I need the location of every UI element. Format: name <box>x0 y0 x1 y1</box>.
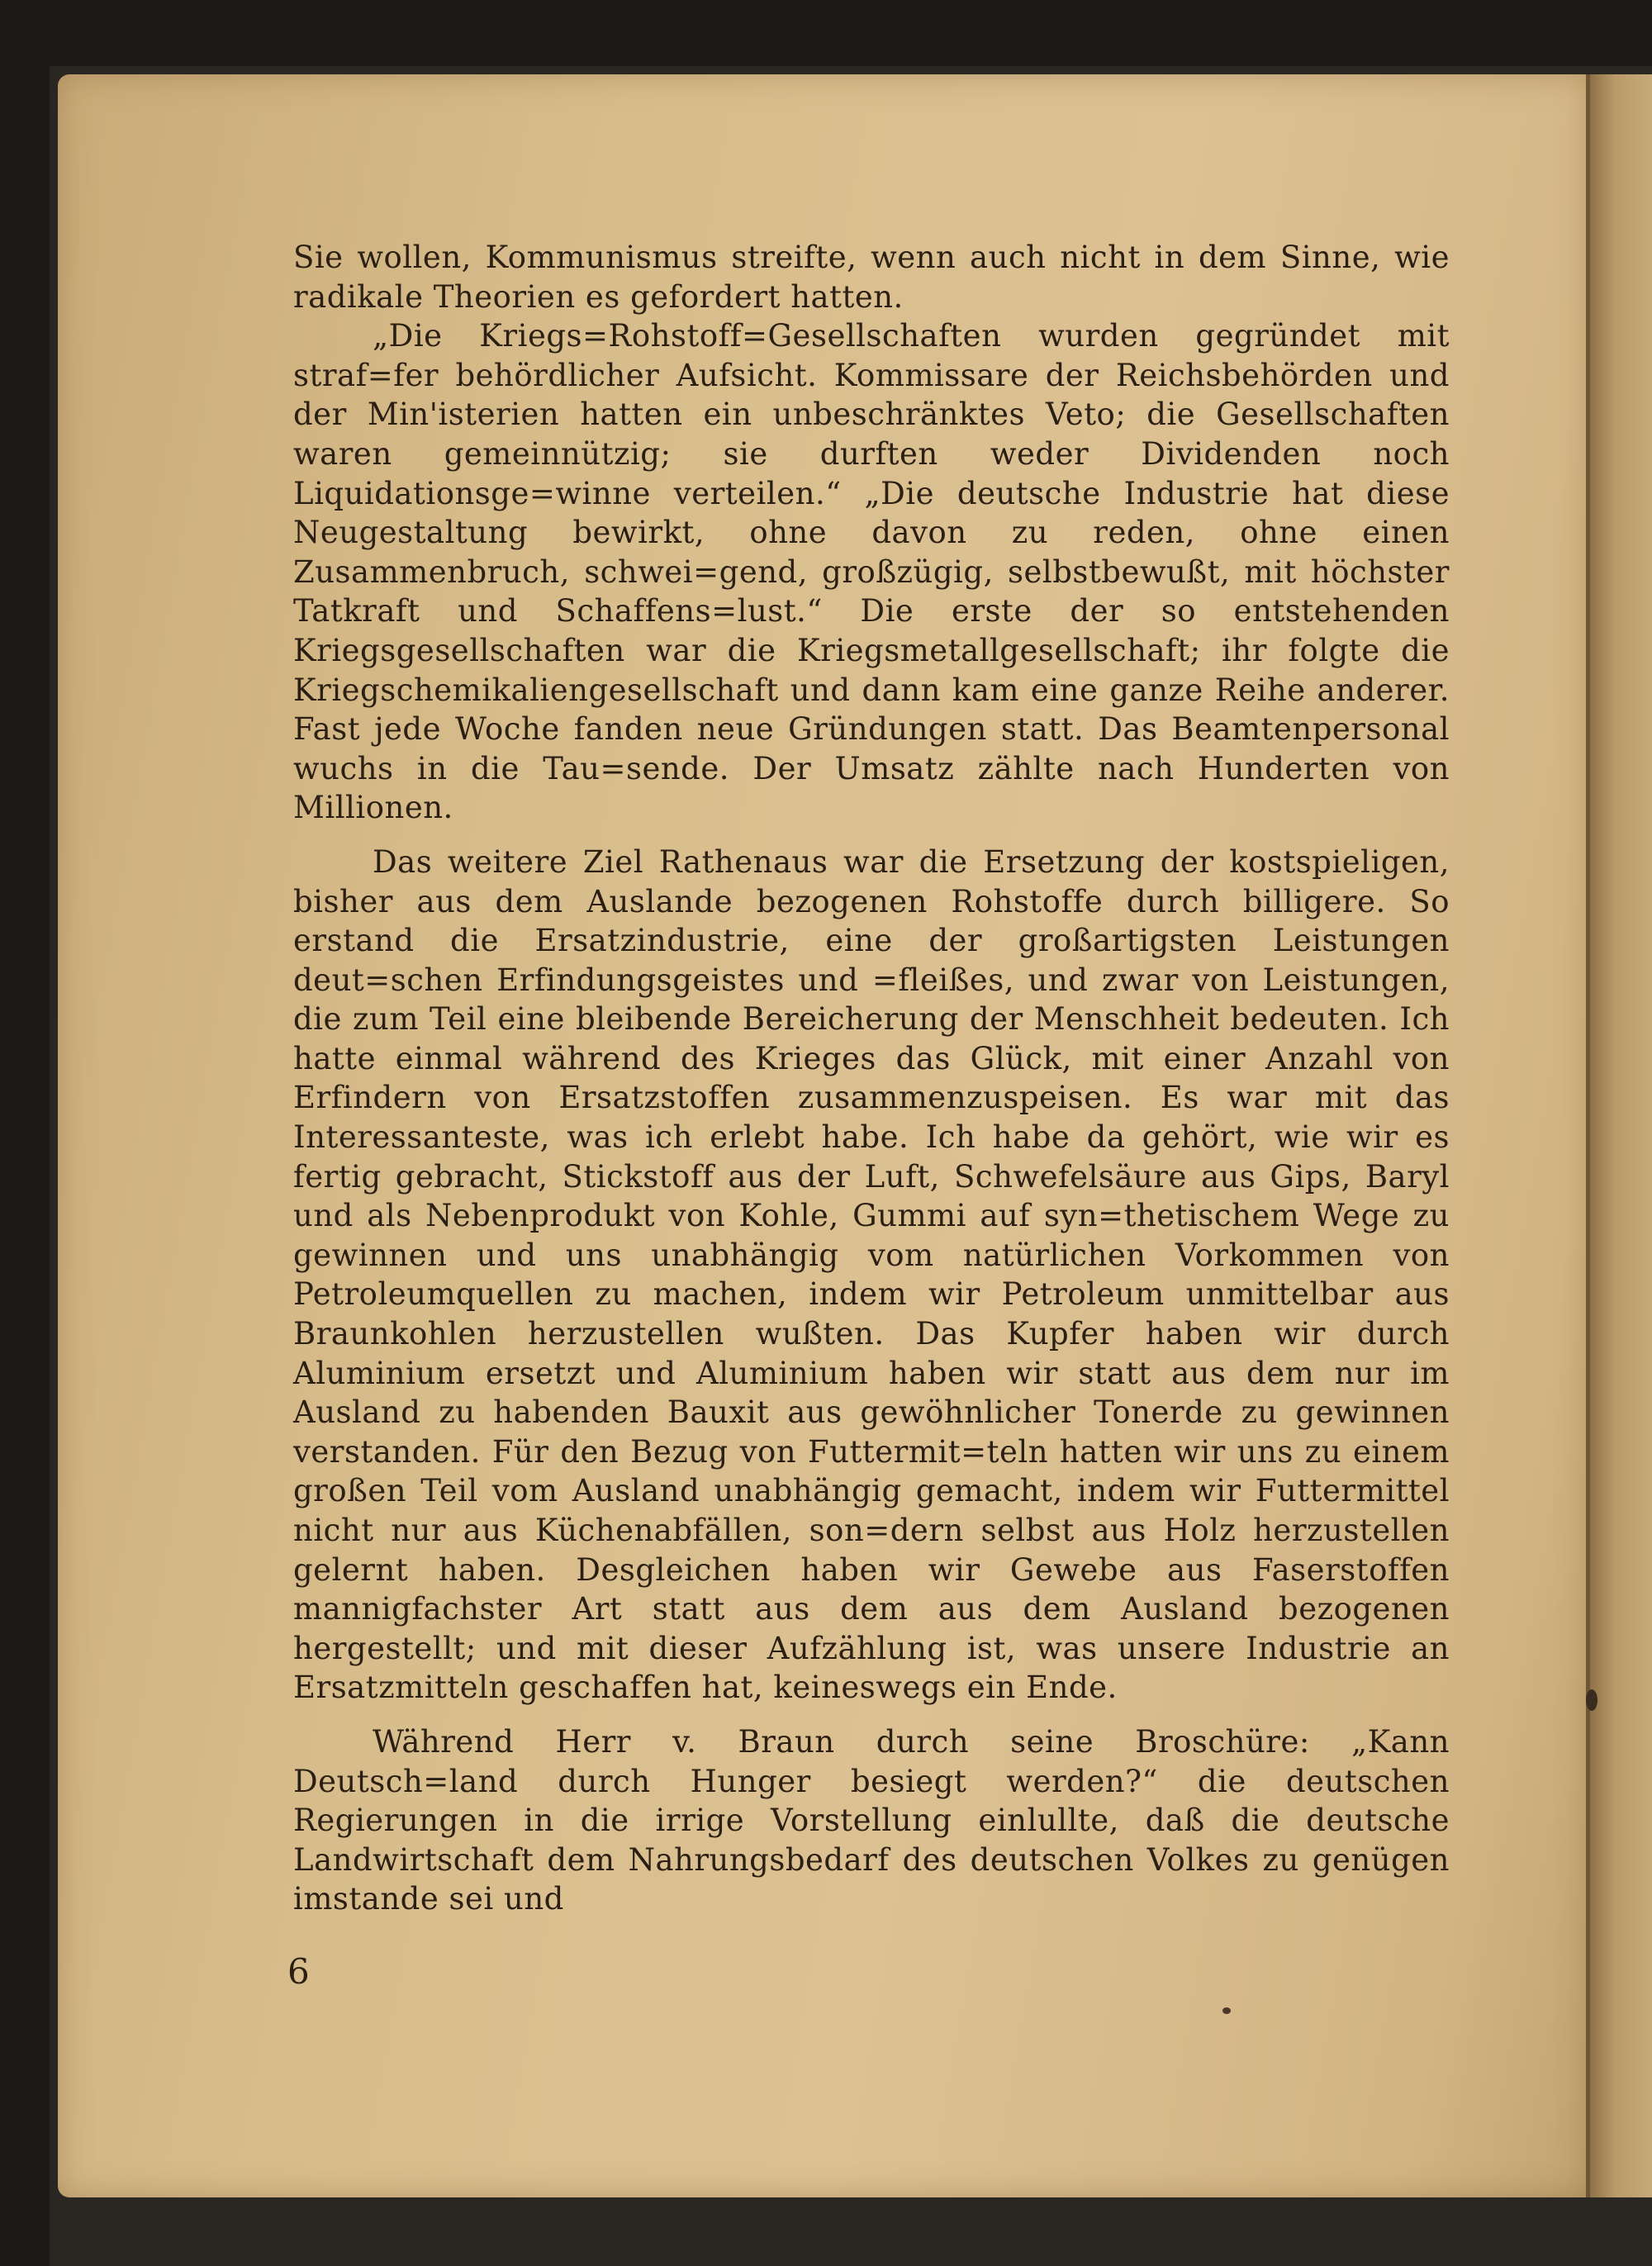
paragraph-2: „Die Kriegs=Rohstoff=Gesellschaften wurden gegründet mit straf=fer behördlicher Aufsicht. Kommissare der Reichsbehörden und der Min'isterien hatten ein unbeschränktes Veto; die Gesellschaften waren gemeinnützig; sie durften weder Dividenden noch Liquidationsge=winne verteilen.“ „Die deutsche Industrie hat diese Neugestaltung bewirkt, ohne davon zu reden, ohne einen Zusammenbruch, schwei=gend, großzügig, selbstbewußt, mit höchster Tatkraft und Schaffens=lust.“ Die erste der so entstehenden Kriegsgesellschaften war die Kriegsmetallgesellschaft; ihr folgte die Kriegschemikaliengesellschaft und dann kam eine ganze Reihe anderer. Fast jede Woche fanden neue Gründungen statt. Das Beamtenpersonal wuchs in die Tau=sende. Der Umsatz zählte nach Hunderten von Millionen. <box>293 318 1450 826</box>
paper-speck <box>1222 2007 1231 2014</box>
facing-page-edge <box>1590 74 1652 2197</box>
paragraph-1: Sie wollen, Kommunismus streifte, wenn auch nicht in dem Sinne, wie radikale Theorien es gefordert hatten. <box>293 240 1450 315</box>
paragraph-3: Das weitere Ziel Rathenaus war die Ersetzung der kostspieligen, bisher aus dem Auslande bezogenen Rohstoffe durch billigere. So erstand die Ersatzindustrie, eine der großartigsten Leistungen deut=schen Erfindungsgeistes und =fleißes, und zwar von Leistungen, die zum Teil eine bleibende Bereicherung der Menschheit bedeuten. Ich hatte einmal während des Krieges das Glück, mit einer Anzahl von Erfindern von Ersatzstoffen zusammenzuspeisen. Es war mit das Interessanteste, was ich erlebt habe. Ich habe da gehört, wie wir es fertig gebracht, Stickstoff aus der Luft, Schwefelsäure aus Gips, Baryl und als Nebenprodukt von Kohle, Gummi auf syn=thetischem Wege zu gewinnen und uns unabhängig vom natürlichen Vorkommen von Petroleumquellen zu machen, indem wir Petroleum unmittelbar aus Braunkohlen herzustellen wußten. Das Kupfer haben wir durch Aluminium ersetzt und Aluminium haben wir statt aus dem nur im Ausland zu habenden Bauxit aus gewöhnlicher Tonerde zu gewinnen verstanden. Für den Bezug von Futtermit=teln hatten wir uns zu einem großen Teil vom Ausland unabhängig gemacht, indem wir Futtermittel nicht nur aus Küchenabfällen, son=dern selbst aus Holz herzustellen gelernt haben. Desgleichen haben wir Gewebe aus Faserstoffen mannigfachster Art statt aus dem aus dem Ausland bezogenen hergestellt; und mit dieser Aufzählung ist, was unsere Industrie an Ersatzmitteln geschaffen hat, keineswegs ein Ende. <box>293 843 1450 1706</box>
page-text <box>293 238 1450 1919</box>
paper-speck <box>1586 1689 1597 1711</box>
paragraph-4: Während Herr v. Braun durch seine Broschüre: „Kann Deutsch=land durch Hunger besiegt werden?“ die deutschen Regierungen in die irrige Vorstellung einlullte, daß die deutsche Landwirtschaft dem Nahrungsbedarf des deutschen Volkes zu genügen imstande sei und <box>293 1723 1450 1917</box>
page-number: 6 <box>287 1951 310 1992</box>
